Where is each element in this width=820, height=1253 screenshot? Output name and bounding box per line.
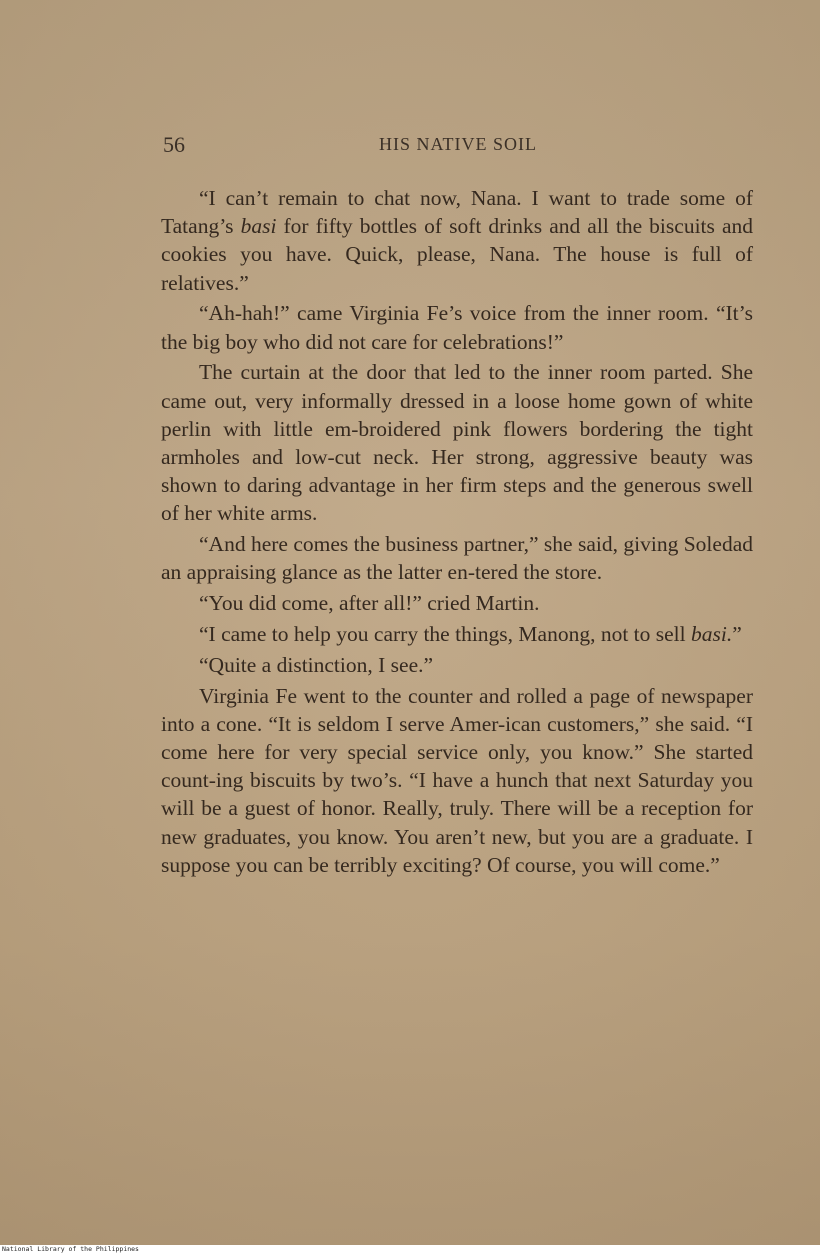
paragraph bbox=[161, 358, 753, 527]
text-run: “You did come, after all!” cried Martin. bbox=[199, 591, 540, 616]
paragraph bbox=[161, 299, 753, 355]
italic-word: basi. bbox=[691, 622, 733, 647]
paragraph bbox=[161, 682, 753, 879]
text-run: “Quite a distinction, I see.” bbox=[199, 652, 434, 677]
paragraph bbox=[161, 651, 753, 679]
text-run: “Ah-hah!” came Virginia Fe’s voice from the inner room. “It’s the big boy who did not care for celebrations!” bbox=[161, 301, 753, 354]
body-text bbox=[161, 184, 753, 882]
page-header bbox=[163, 132, 753, 158]
paragraph bbox=[161, 620, 753, 648]
footer-strip bbox=[0, 1245, 820, 1253]
text-run: The curtain at the door that led to the inner room parted. She came out, very informally dressed in a loose home gown of white perlin with little em-broidered pink flowers bordering the tight armholes and low-cut neck. Her strong, aggressive beauty was shown to daring advantage in her firm steps and the generous swell of her white arms. bbox=[161, 360, 753, 526]
text-run: “And here comes the business partner,” she said, giving Soledad an appraising glance as the latter en-tered the store. bbox=[161, 532, 753, 585]
text-run: for fifty bottles of soft drinks and all the biscuits and cookies you have. Quick, please, Nana. The house is full of relatives.” bbox=[161, 214, 753, 295]
text-run: Virginia Fe went to the counter and rolled a page of newspaper into a cone. “It is seldom I serve Amer-ican customers,” she said. “I come here for very special service only, you know.” She started count-ing biscuits by two’s. “I have a hunch that next Saturday you will be a guest of honor. Really, truly. There will be a reception for new graduates, you know. You aren’t new, but you are a graduate. I suppose you can be terribly exciting? Of course, you will come.” bbox=[161, 683, 753, 877]
footer-credit: National Library of the Philippines bbox=[2, 1245, 139, 1253]
italic-word: basi bbox=[240, 214, 277, 239]
running-title: HIS NATIVE SOIL bbox=[379, 134, 537, 154]
text-run: “I came to help you carry the things, Manong, not to sell bbox=[199, 622, 691, 647]
page-number: 56 bbox=[163, 132, 185, 157]
text-run: “I can’t remain to chat now, Nana. I want to trade some of Tatang’s bbox=[161, 186, 753, 239]
paragraph bbox=[161, 184, 753, 297]
text-run: ” bbox=[732, 622, 742, 647]
paragraph bbox=[161, 589, 753, 617]
paragraph bbox=[161, 530, 753, 586]
